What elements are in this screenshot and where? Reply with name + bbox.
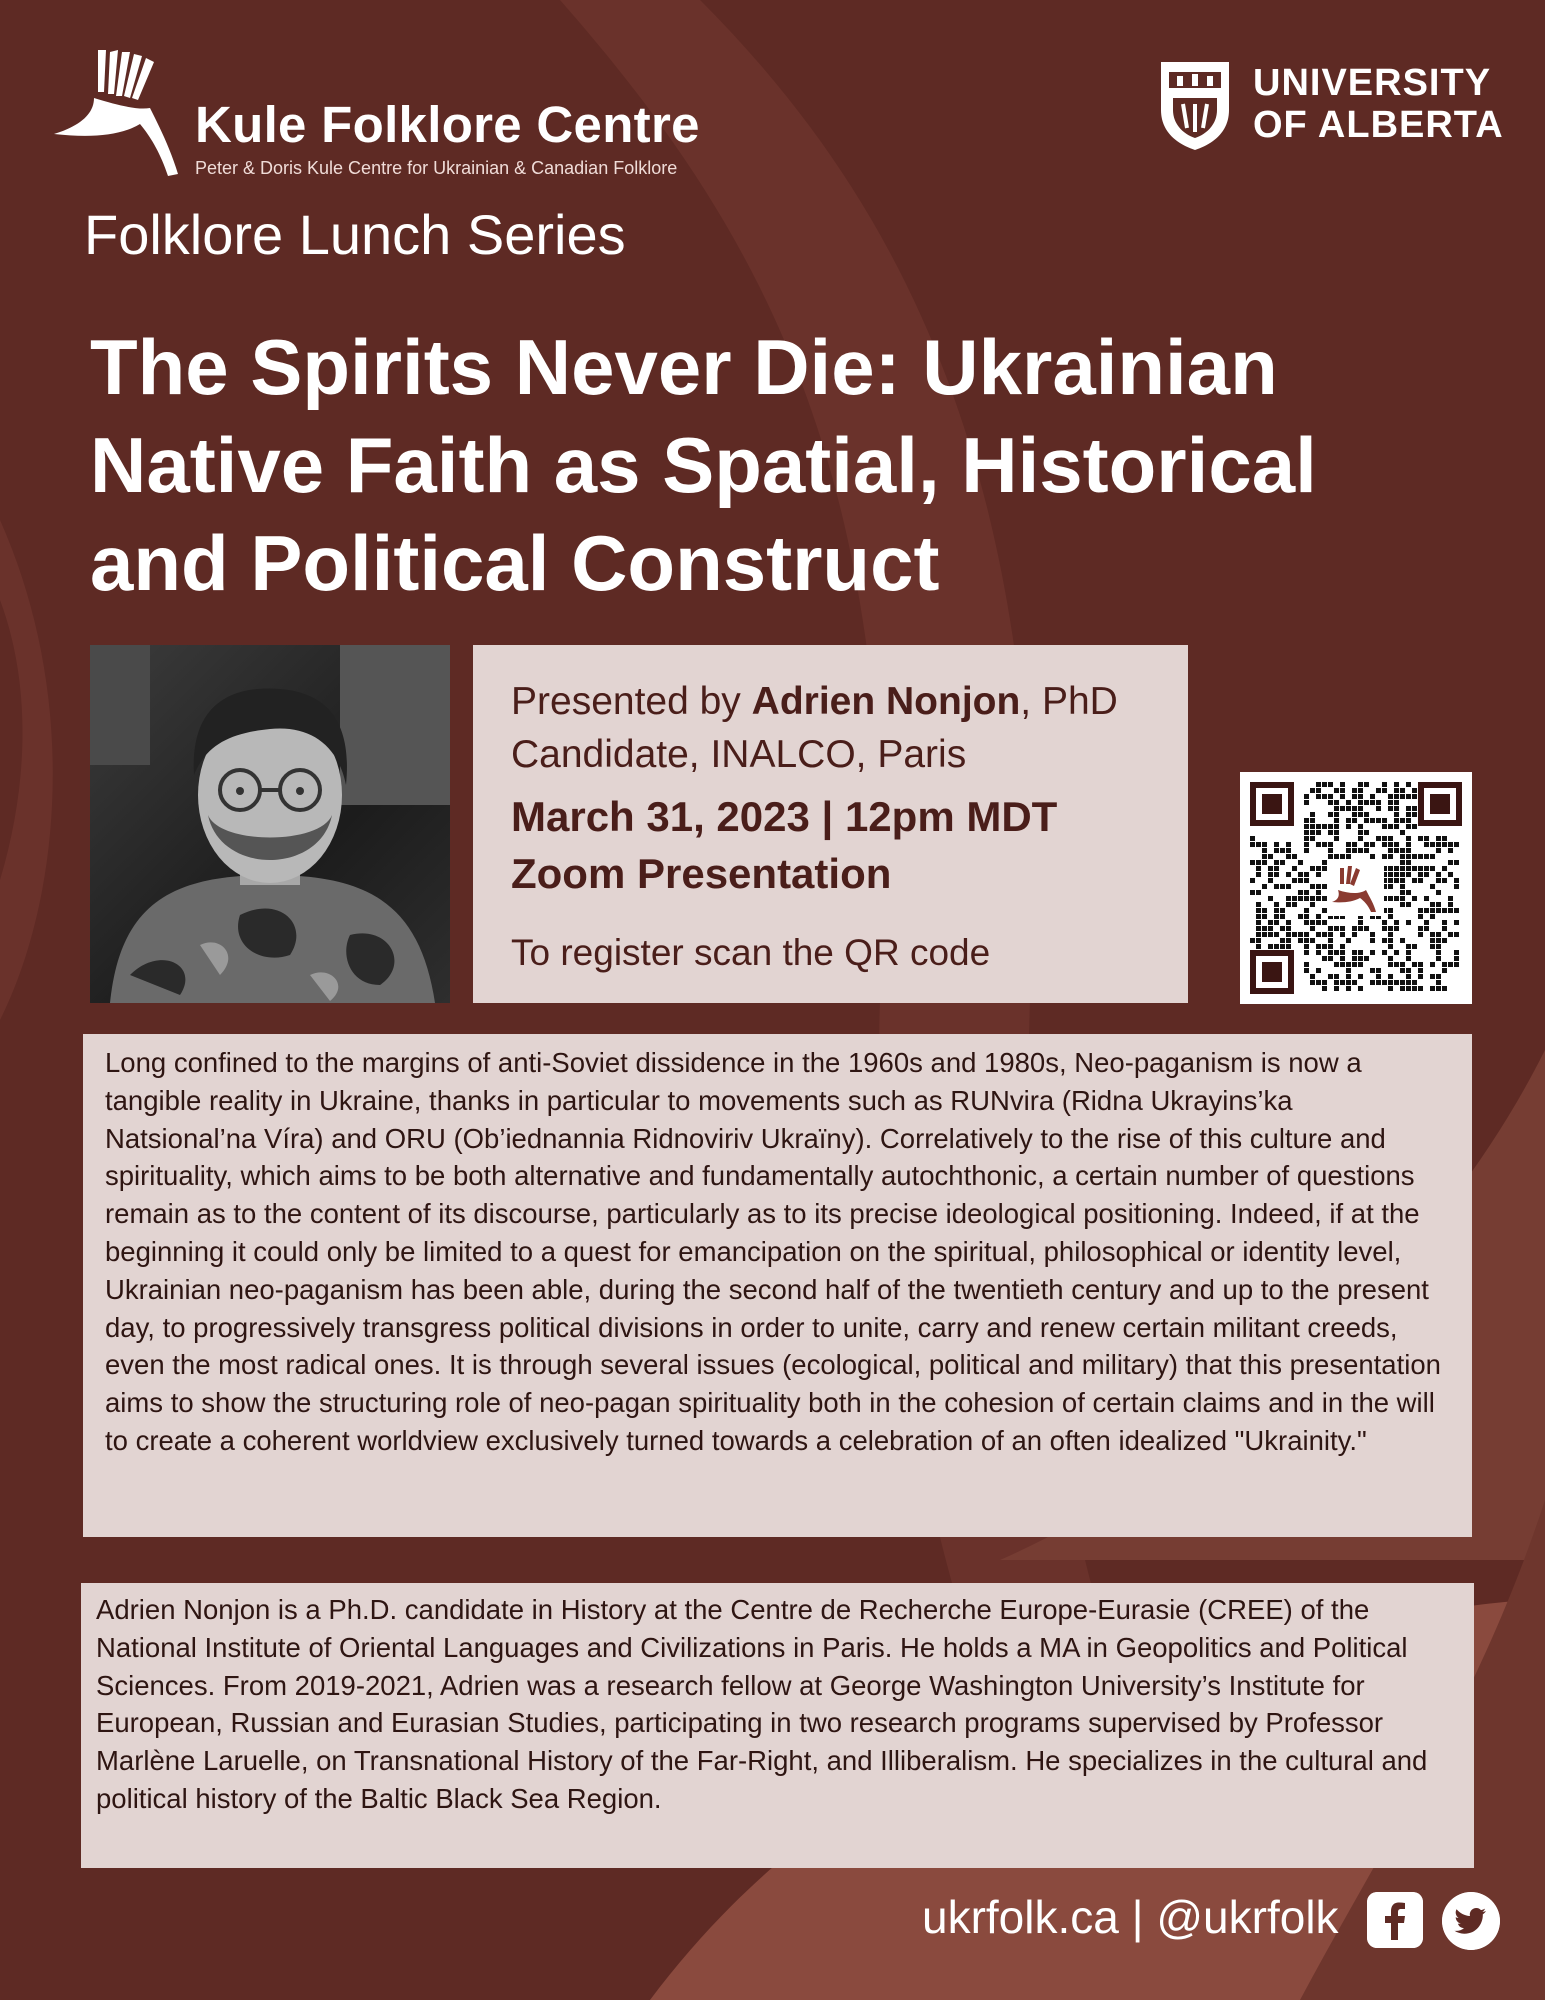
presenter-degree: , PhD bbox=[1020, 680, 1118, 723]
centre-subtitle: Peter & Doris Kule Centre for Ukrainian & Canadian Folklore bbox=[195, 158, 678, 178]
university-name bbox=[1253, 62, 1504, 146]
twitter-icon[interactable] bbox=[1442, 1892, 1500, 1950]
event-format: Zoom Presentation bbox=[511, 850, 892, 897]
speaker-photo bbox=[90, 645, 450, 1003]
university-name-line2: OF ALBERTA bbox=[1253, 104, 1504, 146]
abstract-text: Long confined to the margins of anti-Soviet dissidence in the 1960s and 1980s, Neo-paganism is now a tangible reality in Ukraine, thanks in particular to movements such as RUNvira (Ridna Ukrayins’ka Natsional’na Víra) and ORU (Ob’iednannia Ridnoviriv Ukraïny). Correlatively to the rise of this culture and spirituality, which aims to be both alternative and fundamentally autochthonic, a certain number of questions remain as to the content of its discourse, particularly as to its precise ideological positioning. Indeed, if at the beginning it could only be limited to a quest for emancipation on the spiritual, philosophical or identity level, Ukrainian neo-paganism has been able, during the second half of the twentieth century and up to the present day, to progressively transgress political divisions in order to unite, carry and renew certain militant creeds, even the most radical ones. It is through several issues (ecological, political and military) that this presentation aims to show the structuring role of neo-pagan spirituality both in the cohesion of certain claims and in the will to create a coherent worldview exclusively turned towards a celebration of an often idealized "Ukrainity." bbox=[105, 1047, 1441, 1456]
presenter-name: Adrien Nonjon bbox=[751, 680, 1021, 723]
footer-links[interactable]: ukrfolk.ca | @ukrfolk bbox=[922, 1891, 1339, 1943]
speaker-bio-panel bbox=[81, 1583, 1474, 1868]
bio-text: Adrien Nonjon is a Ph.D. candidate in History at the Centre de Recherche Europe-Eurasie (CREE) of the National Institute of Oriental Languages and Civilizations in Paris. He holds a MA in Geopolitics and Political Sciences. From 2019-2021, Adrien was a research fellow at George Washington University’s Institute for European, Russian and Eurasian Studies, participating in two research programs supervised by Professor Marlène Laruelle, on Transnational History of the Far-Right, and Illiberalism. He specializes in the cultural and political history of the Baltic Black Sea Region. bbox=[96, 1594, 1428, 1814]
event-title: The Spirits Never Die: Ukrainian Native Faith as Spatial, Historical and Political Construct bbox=[90, 323, 1317, 607]
university-crest-icon bbox=[1157, 58, 1233, 152]
presented-by-label: Presented by bbox=[511, 680, 752, 723]
event-date-time: March 31, 2023 | 12pm MDT bbox=[511, 793, 1058, 840]
registration-qr-code[interactable] bbox=[1240, 772, 1472, 1004]
centre-name: Kule Folklore Centre bbox=[195, 96, 700, 153]
abstract-panel bbox=[83, 1034, 1472, 1537]
event-info-panel bbox=[473, 645, 1188, 1003]
facebook-icon[interactable] bbox=[1367, 1892, 1423, 1948]
presenter-affiliation: Candidate, INALCO, Paris bbox=[511, 733, 967, 776]
presenter-line bbox=[511, 675, 1118, 728]
register-instruction: To register scan the QR code bbox=[511, 932, 991, 973]
deer-antler-logo-icon bbox=[50, 48, 200, 178]
university-name-line1: UNIVERSITY bbox=[1253, 62, 1492, 104]
series-label: Folklore Lunch Series bbox=[84, 203, 626, 266]
